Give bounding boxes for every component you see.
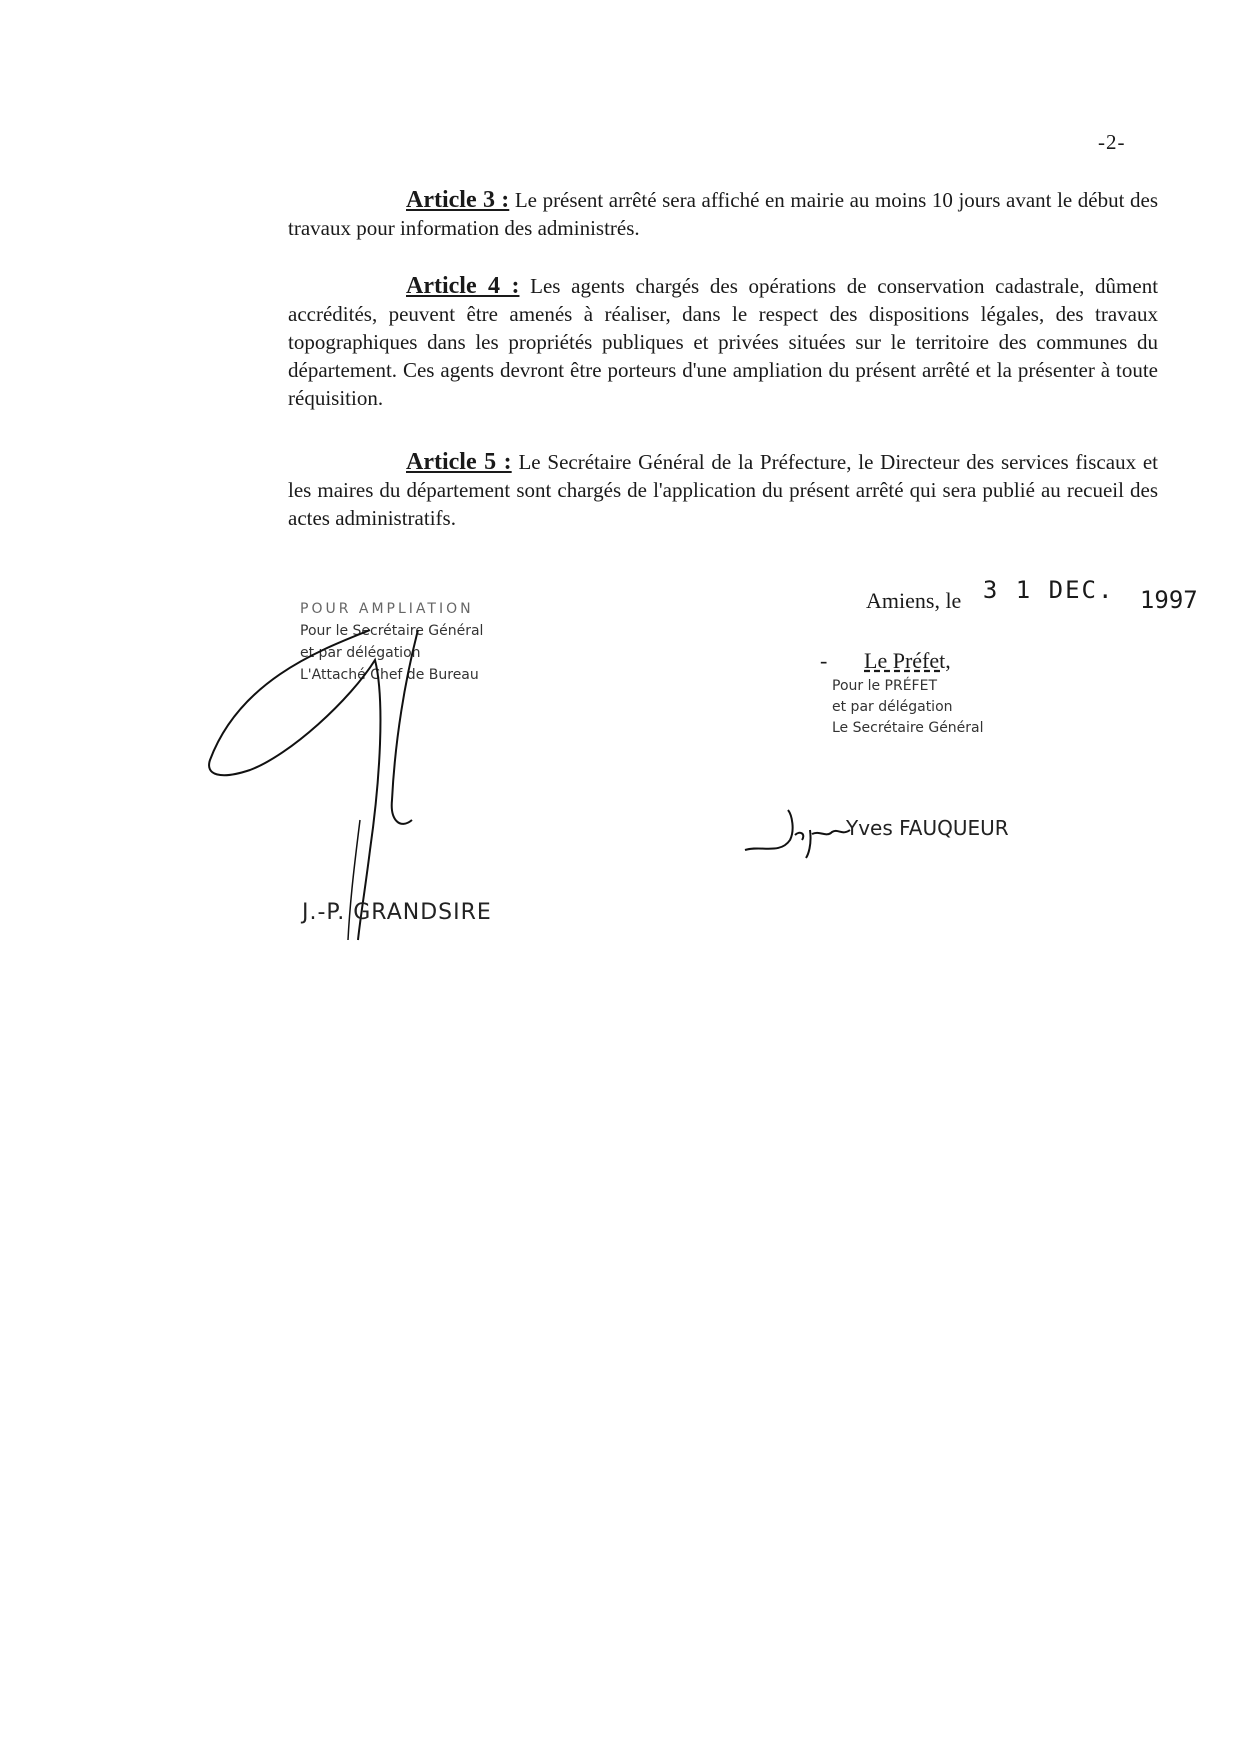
stamp-line: Pour le Secrétaire Général	[300, 623, 484, 639]
stamp-line: Pour le PRÉFET	[832, 678, 938, 694]
article-heading: Article 3 :	[406, 187, 510, 213]
article-heading: Article 4 :	[406, 273, 520, 299]
article-5	[288, 448, 1158, 532]
stamp-line: Le Secrétaire Général	[832, 720, 984, 736]
article-heading: Article 5 :	[406, 449, 512, 475]
stamp-line: et par délégation	[832, 699, 953, 715]
dash-mark: -	[820, 648, 828, 673]
signatory-right: Yves FAUQUEUR	[846, 816, 1009, 840]
article-3	[288, 186, 1158, 242]
article-text: Le présent arrêté sera affiché en mairie au moins 10 jours avant le début des travaux pour information des administrés.	[288, 188, 1159, 240]
date-stamp-year: 1997	[1139, 586, 1198, 614]
date-stamp-day: 3 1 DEC.	[982, 576, 1115, 604]
place-date	[866, 576, 1198, 614]
article-text: Les agents chargés des opérations de conservation cadastrale, dûment accrédités, peuvent être amenés à réaliser, dans le respect des dispositions légales, des travaux topographiques dans les propriétés publiques et privées situées sur le territoire des communes du département. Ces agents devront être porteurs d'une ampliation du présent arrêté et la présenter à toute réquisition.	[288, 274, 1159, 410]
stamp-line: L'Attaché Chef de Bureau	[300, 667, 479, 683]
place: Amiens, le	[866, 588, 962, 613]
signatory-left: J.-P. GRANDSIRE	[302, 900, 492, 925]
prefet-title: Le Préfet,	[864, 648, 951, 673]
delegation-stamp	[832, 676, 984, 739]
stamp-line: et par délégation	[300, 645, 421, 661]
stamp-line: POUR AMPLIATION	[300, 601, 474, 617]
article-4	[288, 272, 1158, 412]
page-number: -2-	[1098, 130, 1126, 154]
article-text: Le Secrétaire Général de la Préfecture, le Directeur des services fiscaux et les maires du département sont chargés de l'application du présent arrêté qui sera publié au recueil des actes administratifs.	[288, 450, 1159, 530]
